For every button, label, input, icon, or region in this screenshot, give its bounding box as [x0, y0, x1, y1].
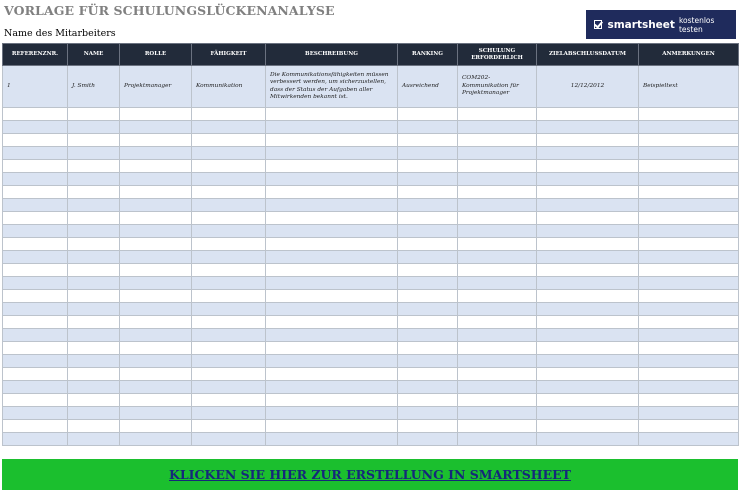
empty-cell[interactable]	[458, 355, 537, 368]
col-header-training[interactable]: SCHULUNG ERFORDERLICH	[458, 44, 537, 66]
smartsheet-logo-text: smartsheet	[607, 18, 675, 31]
empty-cell[interactable]	[639, 212, 739, 225]
empty-cell[interactable]	[266, 108, 398, 121]
empty-cell[interactable]	[3, 121, 68, 134]
create-in-smartsheet-banner[interactable]	[2, 459, 738, 490]
empty-cell[interactable]	[68, 420, 120, 433]
empty-cell[interactable]	[266, 290, 398, 303]
empty-cell[interactable]	[3, 355, 68, 368]
table-row-empty	[3, 433, 739, 446]
empty-cell[interactable]	[266, 420, 398, 433]
empty-cell[interactable]	[266, 407, 398, 420]
table-row-empty	[3, 381, 739, 394]
empty-cell[interactable]	[120, 277, 192, 290]
empty-cell[interactable]	[192, 238, 266, 251]
col-header-target-date[interactable]: ZIELABSCHLUSSDATUM	[537, 44, 639, 66]
cell-skill[interactable]: Kommunikation	[192, 66, 266, 108]
empty-cell[interactable]	[639, 316, 739, 329]
empty-cell[interactable]	[3, 225, 68, 238]
table-row-empty	[3, 420, 739, 433]
empty-cell[interactable]	[120, 212, 192, 225]
empty-cell[interactable]	[192, 147, 266, 160]
empty-cell[interactable]	[68, 329, 120, 342]
empty-cell[interactable]	[639, 225, 739, 238]
smartsheet-check-icon	[594, 20, 602, 29]
empty-cell[interactable]	[537, 329, 639, 342]
empty-cell[interactable]	[458, 303, 537, 316]
empty-cell[interactable]	[537, 303, 639, 316]
table-row-empty	[3, 212, 739, 225]
empty-cell[interactable]	[120, 420, 192, 433]
empty-cell[interactable]	[266, 225, 398, 238]
empty-cell[interactable]	[68, 290, 120, 303]
cell-name[interactable]: J. Smith	[68, 66, 120, 108]
empty-cell[interactable]	[3, 108, 68, 121]
cell-ref[interactable]: 1	[3, 66, 68, 108]
empty-cell[interactable]	[458, 134, 537, 147]
empty-cell[interactable]	[398, 251, 458, 264]
empty-cell[interactable]	[398, 290, 458, 303]
empty-cell[interactable]	[192, 407, 266, 420]
empty-cell[interactable]	[398, 225, 458, 238]
empty-cell[interactable]	[68, 147, 120, 160]
empty-cell[interactable]	[192, 368, 266, 381]
empty-cell[interactable]	[537, 212, 639, 225]
empty-cell[interactable]	[3, 134, 68, 147]
empty-cell[interactable]	[458, 290, 537, 303]
empty-cell[interactable]	[458, 147, 537, 160]
empty-cell[interactable]	[192, 355, 266, 368]
empty-cell[interactable]	[192, 134, 266, 147]
empty-cell[interactable]	[639, 355, 739, 368]
table-row-empty	[3, 134, 739, 147]
table-row-empty	[3, 316, 739, 329]
empty-cell[interactable]	[266, 381, 398, 394]
empty-cell[interactable]	[398, 355, 458, 368]
empty-cell[interactable]	[639, 173, 739, 186]
empty-cell[interactable]	[3, 147, 68, 160]
empty-cell[interactable]	[398, 173, 458, 186]
empty-cell[interactable]	[120, 160, 192, 173]
empty-cell[interactable]	[192, 186, 266, 199]
empty-cell[interactable]	[68, 342, 120, 355]
empty-cell[interactable]	[192, 381, 266, 394]
empty-cell[interactable]	[537, 316, 639, 329]
empty-cell[interactable]	[639, 420, 739, 433]
empty-cell[interactable]	[266, 251, 398, 264]
empty-cell[interactable]	[68, 212, 120, 225]
empty-cell[interactable]	[3, 186, 68, 199]
empty-cell[interactable]	[537, 420, 639, 433]
empty-cell[interactable]	[398, 108, 458, 121]
empty-cell[interactable]	[120, 134, 192, 147]
empty-cell[interactable]	[68, 173, 120, 186]
empty-cell[interactable]	[537, 121, 639, 134]
empty-cell[interactable]	[120, 303, 192, 316]
empty-cell[interactable]	[398, 433, 458, 446]
empty-cell[interactable]	[458, 121, 537, 134]
empty-cell[interactable]	[398, 381, 458, 394]
empty-cell[interactable]	[120, 329, 192, 342]
empty-cell[interactable]	[266, 147, 398, 160]
empty-cell[interactable]	[398, 121, 458, 134]
empty-cell[interactable]	[68, 251, 120, 264]
empty-cell[interactable]	[458, 199, 537, 212]
table-row-empty	[3, 277, 739, 290]
empty-cell[interactable]	[192, 394, 266, 407]
empty-cell[interactable]	[398, 186, 458, 199]
empty-cell[interactable]	[192, 290, 266, 303]
empty-cell[interactable]	[120, 199, 192, 212]
empty-cell[interactable]	[68, 199, 120, 212]
empty-cell[interactable]	[458, 108, 537, 121]
empty-cell[interactable]	[192, 342, 266, 355]
empty-cell[interactable]	[68, 433, 120, 446]
empty-cell[interactable]	[537, 173, 639, 186]
empty-cell[interactable]	[639, 277, 739, 290]
empty-cell[interactable]	[398, 212, 458, 225]
empty-cell[interactable]	[192, 277, 266, 290]
empty-cell[interactable]	[458, 394, 537, 407]
empty-cell[interactable]	[458, 212, 537, 225]
empty-cell[interactable]	[120, 173, 192, 186]
empty-cell[interactable]	[68, 238, 120, 251]
empty-cell[interactable]	[398, 238, 458, 251]
table-row-empty	[3, 355, 739, 368]
empty-cell[interactable]	[266, 173, 398, 186]
empty-cell[interactable]	[398, 394, 458, 407]
table-row-empty	[3, 160, 739, 173]
empty-cell[interactable]	[398, 316, 458, 329]
empty-cell[interactable]	[458, 173, 537, 186]
empty-cell[interactable]	[3, 381, 68, 394]
empty-cell[interactable]	[398, 277, 458, 290]
empty-cell[interactable]	[639, 303, 739, 316]
empty-cell[interactable]	[192, 108, 266, 121]
empty-cell[interactable]	[458, 251, 537, 264]
table-row-empty	[3, 108, 739, 121]
empty-cell[interactable]	[192, 420, 266, 433]
empty-cell[interactable]	[120, 251, 192, 264]
empty-cell[interactable]	[537, 186, 639, 199]
empty-cell[interactable]	[458, 160, 537, 173]
empty-cell[interactable]	[3, 199, 68, 212]
empty-cell[interactable]	[398, 342, 458, 355]
empty-cell[interactable]	[537, 355, 639, 368]
empty-cell[interactable]	[3, 277, 68, 290]
empty-cell[interactable]	[68, 277, 120, 290]
empty-cell[interactable]	[398, 303, 458, 316]
empty-cell[interactable]	[639, 290, 739, 303]
empty-cell[interactable]	[192, 121, 266, 134]
table-row	[3, 66, 739, 108]
empty-cell[interactable]	[192, 212, 266, 225]
table-row-empty	[3, 199, 739, 212]
empty-cell[interactable]	[537, 368, 639, 381]
employee-name-label: Name des Mitarbeiters	[4, 28, 116, 39]
empty-cell[interactable]	[68, 264, 120, 277]
table-row-empty	[3, 407, 739, 420]
empty-cell[interactable]	[458, 238, 537, 251]
empty-cell[interactable]	[458, 277, 537, 290]
analysis-table	[2, 43, 739, 446]
empty-cell[interactable]	[639, 251, 739, 264]
empty-cell[interactable]	[120, 355, 192, 368]
empty-cell[interactable]	[537, 277, 639, 290]
empty-cell[interactable]	[639, 199, 739, 212]
empty-cell[interactable]	[537, 199, 639, 212]
empty-cell[interactable]	[3, 212, 68, 225]
cell-role[interactable]: Projektmanager	[120, 66, 192, 108]
empty-cell[interactable]	[639, 381, 739, 394]
empty-cell[interactable]	[120, 342, 192, 355]
empty-cell[interactable]	[192, 251, 266, 264]
empty-cell[interactable]	[398, 160, 458, 173]
empty-cell[interactable]	[68, 407, 120, 420]
table-row-empty	[3, 173, 739, 186]
empty-cell[interactable]	[192, 303, 266, 316]
empty-cell[interactable]	[458, 342, 537, 355]
table-row-empty	[3, 303, 739, 316]
empty-cell[interactable]	[266, 121, 398, 134]
empty-cell[interactable]	[537, 342, 639, 355]
empty-cell[interactable]	[398, 264, 458, 277]
empty-cell[interactable]	[266, 238, 398, 251]
empty-cell[interactable]	[398, 134, 458, 147]
empty-cell[interactable]	[639, 342, 739, 355]
empty-cell[interactable]	[458, 186, 537, 199]
empty-cell[interactable]	[120, 316, 192, 329]
empty-cell[interactable]	[68, 108, 120, 121]
empty-cell[interactable]	[266, 303, 398, 316]
empty-cell[interactable]	[398, 407, 458, 420]
col-header-skill[interactable]: FÄHIGKEIT	[192, 44, 266, 66]
empty-cell[interactable]	[68, 316, 120, 329]
empty-cell[interactable]	[120, 433, 192, 446]
empty-cell[interactable]	[120, 381, 192, 394]
header-row	[3, 44, 739, 66]
empty-cell[interactable]	[458, 433, 537, 446]
empty-cell[interactable]	[3, 342, 68, 355]
table-row-empty	[3, 329, 739, 342]
empty-cell[interactable]	[639, 433, 739, 446]
empty-cell[interactable]	[120, 407, 192, 420]
empty-cell[interactable]	[192, 433, 266, 446]
col-header-description[interactable]: BESCHREIBUNG	[266, 44, 398, 66]
empty-cell[interactable]	[266, 160, 398, 173]
trial-label: kostenlos testen	[678, 15, 715, 34]
empty-cell[interactable]	[639, 264, 739, 277]
empty-cell[interactable]	[68, 225, 120, 238]
empty-cell[interactable]	[458, 225, 537, 238]
empty-cell[interactable]	[639, 329, 739, 342]
col-header-ref[interactable]: REFERENZNR.	[3, 44, 68, 66]
empty-cell[interactable]	[266, 329, 398, 342]
empty-cell[interactable]	[537, 381, 639, 394]
empty-cell[interactable]	[537, 238, 639, 251]
empty-cell[interactable]	[639, 238, 739, 251]
empty-cell[interactable]	[266, 134, 398, 147]
empty-cell[interactable]	[266, 368, 398, 381]
cell-notes[interactable]: Beispieltext	[639, 66, 739, 108]
empty-cell[interactable]	[120, 238, 192, 251]
empty-cell[interactable]	[266, 433, 398, 446]
empty-cell[interactable]	[192, 264, 266, 277]
empty-cell[interactable]	[266, 199, 398, 212]
table-row-empty	[3, 264, 739, 277]
empty-cell[interactable]	[68, 368, 120, 381]
empty-cell[interactable]	[192, 199, 266, 212]
cell-training[interactable]: COM202-Kommunikation für Projektmanager	[458, 66, 537, 108]
empty-cell[interactable]	[3, 303, 68, 316]
empty-cell[interactable]	[120, 368, 192, 381]
empty-cell[interactable]	[192, 160, 266, 173]
empty-cell[interactable]	[639, 160, 739, 173]
empty-cell[interactable]	[639, 368, 739, 381]
empty-cell[interactable]	[398, 329, 458, 342]
empty-cell[interactable]	[537, 264, 639, 277]
empty-cell[interactable]	[398, 368, 458, 381]
empty-cell[interactable]	[266, 264, 398, 277]
empty-cell[interactable]	[120, 225, 192, 238]
empty-cell[interactable]	[266, 342, 398, 355]
empty-cell[interactable]	[639, 186, 739, 199]
table-row-empty	[3, 186, 739, 199]
empty-cell[interactable]	[458, 316, 537, 329]
empty-cell[interactable]	[68, 355, 120, 368]
empty-cell[interactable]	[639, 394, 739, 407]
empty-cell[interactable]	[120, 121, 192, 134]
col-header-role[interactable]: ROLLE	[120, 44, 192, 66]
empty-cell[interactable]	[537, 147, 639, 160]
empty-cell[interactable]	[266, 355, 398, 368]
empty-cell[interactable]	[3, 160, 68, 173]
smartsheet-trial-button[interactable]	[586, 10, 736, 39]
empty-cell[interactable]	[68, 381, 120, 394]
table-row-empty	[3, 238, 739, 251]
empty-cell[interactable]	[3, 407, 68, 420]
empty-cell[interactable]	[68, 303, 120, 316]
empty-cell[interactable]	[537, 225, 639, 238]
empty-cell[interactable]	[398, 199, 458, 212]
empty-cell[interactable]	[192, 316, 266, 329]
empty-cell[interactable]	[266, 277, 398, 290]
empty-cell[interactable]	[398, 420, 458, 433]
table-row-empty	[3, 342, 739, 355]
empty-cell[interactable]	[3, 173, 68, 186]
empty-cell[interactable]	[266, 212, 398, 225]
empty-cell[interactable]	[639, 147, 739, 160]
empty-cell[interactable]	[537, 407, 639, 420]
empty-cell[interactable]	[537, 134, 639, 147]
empty-cell[interactable]	[3, 290, 68, 303]
empty-cell[interactable]	[192, 225, 266, 238]
table-row-empty	[3, 290, 739, 303]
empty-cell[interactable]	[120, 147, 192, 160]
empty-cell[interactable]	[639, 121, 739, 134]
create-in-smartsheet-link[interactable]: KLICKEN SIE HIER ZUR ERSTELLUNG IN SMARTSHEET	[169, 467, 571, 482]
empty-cell[interactable]	[398, 147, 458, 160]
empty-cell[interactable]	[3, 238, 68, 251]
empty-cell[interactable]	[537, 433, 639, 446]
empty-cell[interactable]	[458, 420, 537, 433]
empty-cell[interactable]	[639, 108, 739, 121]
empty-cell[interactable]	[3, 329, 68, 342]
empty-cell[interactable]	[3, 251, 68, 264]
col-header-ranking[interactable]: RANKING	[398, 44, 458, 66]
col-header-name[interactable]: NAME	[68, 44, 120, 66]
empty-cell[interactable]	[458, 381, 537, 394]
empty-cell[interactable]	[458, 368, 537, 381]
empty-cell[interactable]	[639, 134, 739, 147]
table-row-empty	[3, 368, 739, 381]
cell-ranking[interactable]: Ausreichend	[398, 66, 458, 108]
empty-cell[interactable]	[266, 394, 398, 407]
empty-cell[interactable]	[68, 134, 120, 147]
empty-cell[interactable]	[458, 407, 537, 420]
empty-cell[interactable]	[120, 264, 192, 277]
table-row-empty	[3, 121, 739, 134]
empty-cell[interactable]	[3, 420, 68, 433]
empty-cell[interactable]	[3, 316, 68, 329]
empty-cell[interactable]	[639, 407, 739, 420]
empty-cell[interactable]	[458, 264, 537, 277]
empty-cell[interactable]	[3, 264, 68, 277]
col-header-notes[interactable]: ANMERKUNGEN	[639, 44, 739, 66]
empty-cell[interactable]	[266, 316, 398, 329]
table-row-empty	[3, 225, 739, 238]
empty-cell[interactable]	[120, 108, 192, 121]
table-row-empty	[3, 147, 739, 160]
empty-cell[interactable]	[192, 329, 266, 342]
empty-cell[interactable]	[68, 394, 120, 407]
empty-cell[interactable]	[192, 173, 266, 186]
empty-cell[interactable]	[458, 329, 537, 342]
cell-target-date[interactable]: 12/12/2012	[537, 66, 639, 108]
empty-cell[interactable]	[68, 160, 120, 173]
empty-cell[interactable]	[120, 290, 192, 303]
empty-cell[interactable]	[120, 186, 192, 199]
empty-cell[interactable]	[537, 251, 639, 264]
empty-cell[interactable]	[537, 290, 639, 303]
empty-cell[interactable]	[3, 433, 68, 446]
empty-cell[interactable]	[537, 160, 639, 173]
empty-cell[interactable]	[537, 394, 639, 407]
empty-cell[interactable]	[120, 394, 192, 407]
empty-cell[interactable]	[3, 368, 68, 381]
empty-cell[interactable]	[68, 186, 120, 199]
empty-cell[interactable]	[266, 186, 398, 199]
table-row-empty	[3, 251, 739, 264]
empty-cell[interactable]	[537, 108, 639, 121]
empty-cell[interactable]	[3, 394, 68, 407]
page-title: VORLAGE FÜR SCHULUNGSLÜCKENANALYSE	[4, 3, 335, 18]
table-row-empty	[3, 394, 739, 407]
empty-cell[interactable]	[68, 121, 120, 134]
cell-description[interactable]: Die Kommunikationsfähigkeiten müssen verbessert werden, um sicherzustellen, dass der Status der Aufgaben aller Mitwirkenden bekannt ist.	[266, 66, 398, 108]
